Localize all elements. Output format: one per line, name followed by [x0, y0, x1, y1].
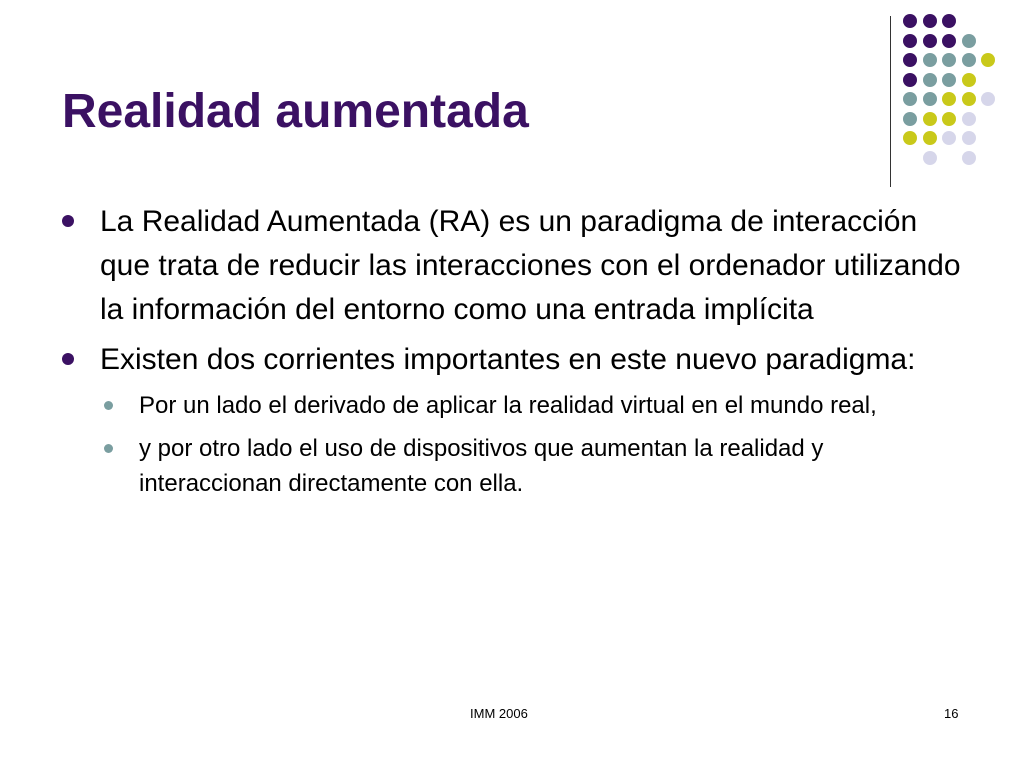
decorative-dot [962, 112, 976, 126]
page-number: 16 [944, 706, 959, 721]
decorative-dot [962, 151, 976, 165]
decorative-dot [981, 53, 995, 67]
decorative-dot [942, 131, 956, 145]
decorative-dot [903, 131, 917, 145]
decorative-dot-grid [903, 14, 1003, 164]
decorative-dot [923, 53, 937, 67]
slide-title: Realidad aumentada [62, 85, 529, 138]
decorative-dot [942, 112, 956, 126]
decorative-dot [903, 34, 917, 48]
decorative-dot [903, 73, 917, 87]
bullet-dot-icon [62, 353, 74, 365]
decorative-dot [942, 73, 956, 87]
decorative-dot [962, 73, 976, 87]
decorative-dot [923, 73, 937, 87]
footer-label: IMM 2006 [470, 706, 528, 721]
bullet-dot-icon [62, 215, 74, 227]
decorative-dot [903, 92, 917, 106]
sub-bullet-text: y por otro lado el uso de dispositivos que aumentan la realidad y interaccionan directamente con ella. [139, 435, 824, 497]
sub-bullet-item [62, 431, 962, 501]
decorative-dot [962, 131, 976, 145]
bullet-text: Existen dos corrientes importantes en este nuevo paradigma: [100, 343, 916, 376]
decorative-dot [923, 14, 937, 28]
decorative-dot [923, 34, 937, 48]
bullet-item [62, 200, 962, 332]
decorative-dot [962, 92, 976, 106]
decorative-dot [903, 53, 917, 67]
decorative-dot [923, 112, 937, 126]
decorative-dot [942, 14, 956, 28]
decorative-dot [942, 34, 956, 48]
decorative-dot [923, 131, 937, 145]
bullet-text: La Realidad Aumentada (RA) es un paradigma de interacción que trata de reducir las interacciones con el ordenador utilizando la información del entorno como una entrada implícita [100, 205, 961, 326]
decorative-dot [903, 14, 917, 28]
decorative-dot [981, 92, 995, 106]
decorative-dot [923, 151, 937, 165]
decorative-dot [942, 92, 956, 106]
sub-bullet-dot-icon [104, 401, 113, 410]
sub-bullet-text: Por un lado el derivado de aplicar la realidad virtual en el mundo real, [139, 392, 877, 419]
decorative-dot [942, 53, 956, 67]
decorative-dot [903, 112, 917, 126]
sub-bullet-item [62, 388, 962, 423]
decorative-dot [962, 34, 976, 48]
title-divider-line [890, 16, 891, 187]
sub-bullet-dot-icon [104, 444, 113, 453]
decorative-dot [962, 53, 976, 67]
bullet-item [62, 338, 962, 382]
slide-body [62, 200, 962, 509]
decorative-dot [923, 92, 937, 106]
